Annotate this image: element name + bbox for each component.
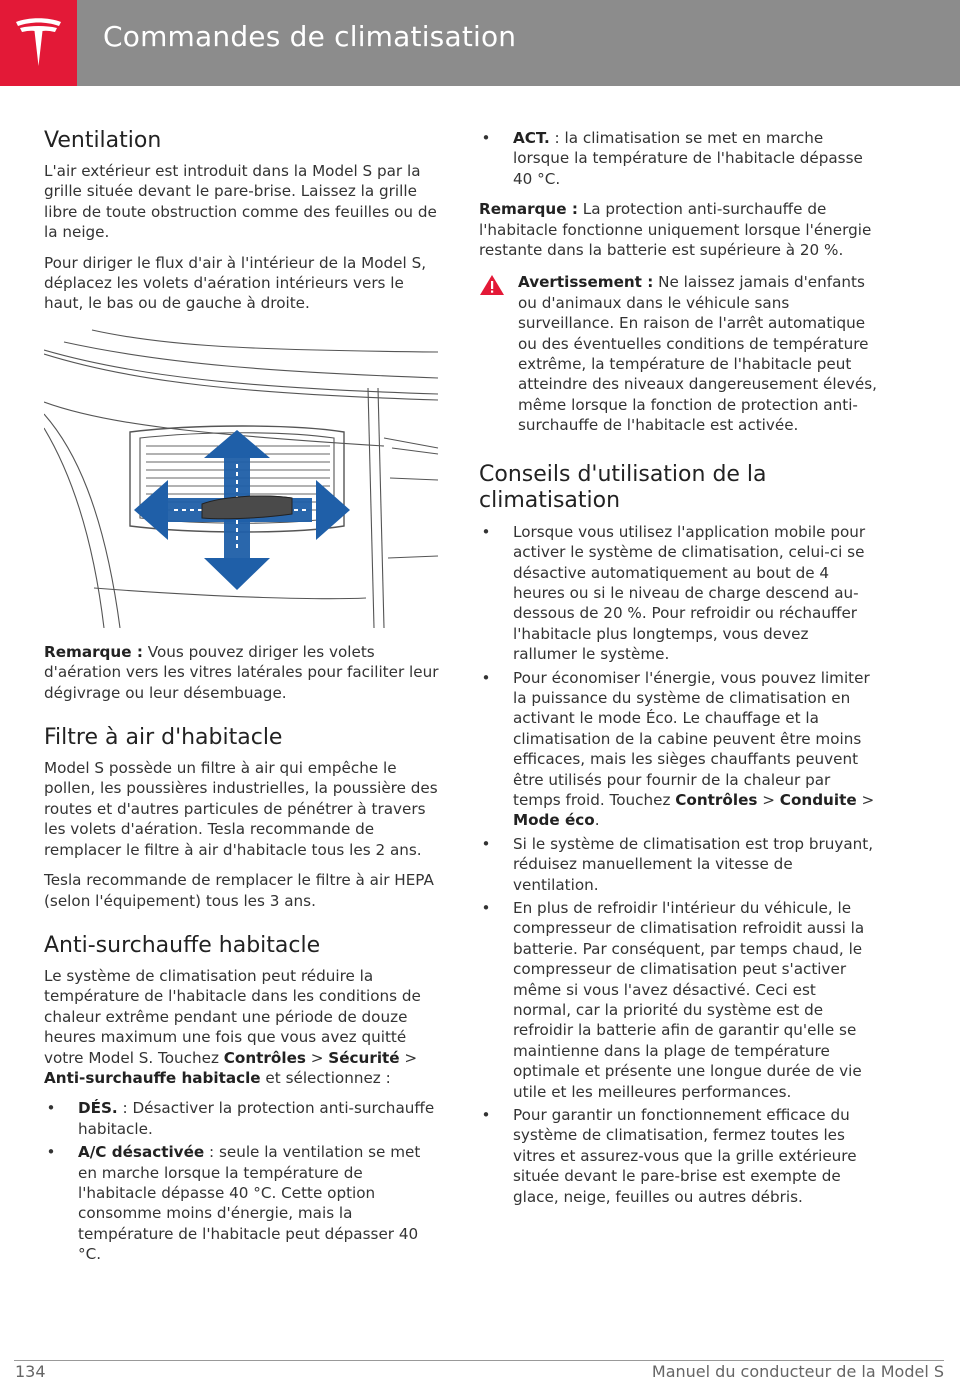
ventilation-paragraph-2: Pour diriger le flux d'air à l'intérieur de la Model S, déplacez les volets d'aération intérieurs vers le haut, le bas ou de gauche à droite. xyxy=(44,253,427,313)
conseils-list xyxy=(479,522,877,1207)
conseils-heading: Conseils d'utilisation de la climatisation xyxy=(479,461,767,513)
list-item: • Pour économiser l'énergie, vous pouvez limiter la puissance du système de climatisation en activant le mode Éco. Le chauffage et la climatisation de la cabine peuvent être moins efficaces, mais les sièges chauffants peuvent être utilisés pour fournir de la chaleur par temps froid. Touchez Contrôles > Conduite > Mode éco. xyxy=(481,668,875,830)
page-header xyxy=(0,0,960,86)
anti-options-list-continued xyxy=(479,128,877,189)
right-column xyxy=(479,128,877,1217)
footer-divider xyxy=(14,1360,944,1361)
list-item: • ACT. : la climatisation se met en marche lorsque la température de l'habitacle dépasse 40 °C. xyxy=(481,129,863,188)
anti-note: Remarque : La protection anti-surchauffe de l'habitacle fonctionne uniquement lorsque l'énergie restante dans la batterie est supérieure à 20 %. xyxy=(479,200,872,260)
warning-triangle-icon xyxy=(479,274,505,296)
filtre-paragraph-1: Model S possède un filtre à air qui empêche le pollen, les poussières industrielles, la poussière des routes et d'autres particules de pénétrer à travers les volets d'aération. Tesla recommande de remplacer le filtre à air d'habitacle tous les 2 ans. xyxy=(44,759,438,859)
left-column xyxy=(44,128,442,1275)
page-number: 134 xyxy=(15,1362,46,1381)
list-item: • Lorsque vous utilisez l'application mobile pour activer le système de climatisation, celui-ci se désactive automatiquement au bout de 4 heures ou si le niveau de charge descend au-dessous de 20 %. Pour refroidir ou réchauffer l'habitacle plus longtemps, vous devez rallumer le système. xyxy=(481,522,866,664)
list-item: • En plus de refroidir l'intérieur du véhicule, le compresseur de climatisation refroidit aussi la batterie. Par conséquent, par temps chaud, le compresseur de climatisation peut s'activer même si vous l'avez désactivé. Ceci est normal, car la priorité du système est de refroidir la batterie afin de garantir qu'elle se maintienne dans la plage de température optimale et présente une longue durée de vie utile et les meilleures performances. xyxy=(481,899,865,1101)
tesla-logo-icon xyxy=(14,18,63,68)
ventilation-note: Remarque : Vous pouvez diriger les volets d'aération vers les vitres latérales pour faciliter leur dégivrage ou leur désembuage. xyxy=(44,642,439,702)
filtre-heading: Filtre à air d'habitacle xyxy=(44,725,283,751)
list-item: • A/C désactivée : seule la ventilation se met en marche lorsque la température de l'habitacle dépasse 40 °C. Cette option consomme moins d'énergie, mais la température de l'habitacle peut dépasser 40 °C. xyxy=(46,1143,421,1264)
air-vent-illustration xyxy=(44,328,440,628)
page-title: Commandes de climatisation xyxy=(103,20,517,53)
anti-paragraph-1: Le système de climatisation peut réduire la température de l'habitacle dans les conditions de chaleur extrême pendant une période de douze heures maximum une fois que vous avez quitté votre Model S. Touchez Contrôles > Sécurité > Anti-surchauffe habitacle et sélectionnez : xyxy=(44,966,421,1087)
warning-text: Avertissement : Ne laissez jamais d'enfants ou d'animaux dans le véhicule sans surveillance. En raison de l'arrêt automatique ou des éventuelles conditions de température extrême, la température de l'habitacle peut atteindre des niveaux dangereusement élevés, même lorsque la fonction de protection anti-surchauffe de l'habitacle est activée. xyxy=(518,273,877,435)
vent-diagram-svg xyxy=(44,328,440,628)
manual-title: Manuel du conducteur de la Model S xyxy=(651,1362,944,1381)
ventilation-heading: Ventilation xyxy=(44,128,162,153)
anti-heading: Anti-surchauffe habitacle xyxy=(44,932,321,958)
warning-block xyxy=(479,272,877,435)
anti-options-list xyxy=(44,1098,442,1264)
ventilation-paragraph-1: L'air extérieur est introduit dans la Model S par la grille située devant le pare-brise. Laissez la grille libre de toute obstruction comme des feuilles ou de la neige. xyxy=(44,162,437,242)
list-item: • Si le système de climatisation est trop bruyant, réduisez manuellement la vitesse de ventilation. xyxy=(481,834,874,894)
list-item: • DÉS. : Désactiver la protection anti-surchauffe habitacle. xyxy=(46,1099,435,1138)
filtre-paragraph-2: Tesla recommande de remplacer le filtre à air HEPA (selon l'équipement) tous les 3 ans. xyxy=(44,871,434,910)
logo-box xyxy=(0,0,77,86)
list-item: • Pour garantir un fonctionnement efficace du système de climatisation, fermez toutes les vitres et assurez-vous que la grille extérieure située devant le pare-brise est exempte de glace, neige, feuilles ou autres débris. xyxy=(481,1106,857,1206)
